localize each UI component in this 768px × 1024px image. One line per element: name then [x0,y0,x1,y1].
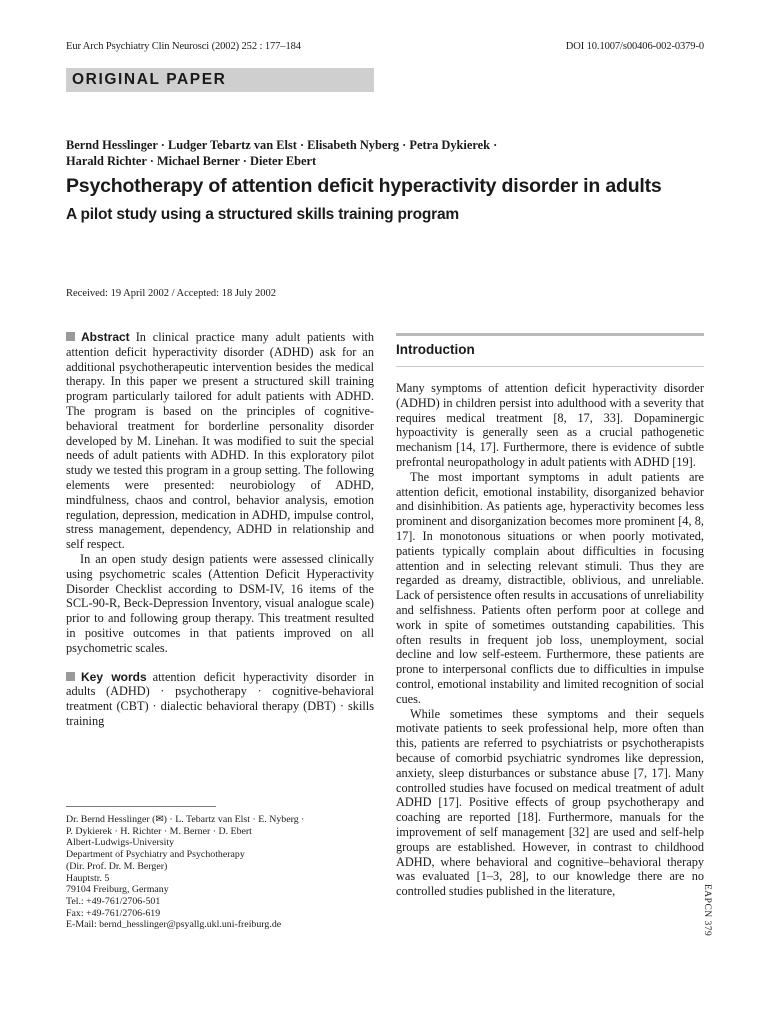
square-bullet-icon [66,332,75,341]
square-bullet-icon [66,672,75,681]
address-line: 79104 Freiburg, Germany [66,884,169,896]
received-dates: Received: 19 April 2002 / Accepted: 18 July 2002 [66,288,276,299]
journal-reference: Eur Arch Psychiatry Clin Neurosci (2002) 252 : 177–184 [66,41,301,52]
address-line: Albert-Ludwigs-University [66,837,175,849]
doi: DOI 10.1007/s00406-002-0379-0 [565,41,704,52]
address-line: Fax: +49-761/2706-619 [66,907,161,919]
address-divider [66,806,216,807]
address-line: (Dir. Prof. Dr. M. Berger) [66,860,168,872]
abstract-paragraph-2: In an open study design patients were assessed clinically using psychometric scales (Attention Deficit Hyperactivity Disorder Checklist according to DSM-IV, 16 items of the SCL-90-R, Beck-Depression Inventory, visual analogue scale) prior to and following group therapy. This treatment resulted in positive outcomes in that patients improved on all psychometric scales. [66,551,374,655]
address-line: Hauptstr. 5 [66,872,110,884]
paper-subtitle: A pilot study using a structured skills training program [66,206,460,223]
keywords-text: attention deficit hyperactivity disorder in adults (ADHD) · psychotherapy · cognitive-behavioral treatment (CBT) · dialectic behavioral therapy (DBT) · skills training [66,669,374,728]
address-email[interactable]: E-Mail: bernd_hesslinger@psyallg.ukl.uni-freiburg.de [66,919,282,931]
right-column [396,333,704,899]
section-divider [396,333,704,336]
side-code: EAPCN 379 [702,884,712,937]
introduction-paragraph-2: The most important symptoms in adult patients are attention deficit, emotional instability, disorganized behavior and disinhibition. As patients age, hyperactivity becomes less prominent and disorganization becomes more prominent [4, 8, 17]. In monotonous situations or when poorly motivated, patients typically complain about difficulties in focusing attention and in selecting relevant stimuli. Thus they are regarded as dreamy, distractible, oblivious, and unreliable. Lack of persistence often results in accusations of unreliability and selfishness. Patients often perform poor at college and work in spite of sometimes outstanding capabilities. This often results in frequent job loss, unemployment, social decline and low self-esteem. Furthermore, these patients are prone to interpersonal conflicts due to difficulties in impulse control, emotional instability and limited recognition of social cues. [396,469,705,706]
authors-line-1: Bernd Hesslinger · Ludger Tebartz van Elst · Elisabeth Nyberg · Petra Dykierek · [66,138,498,152]
introduction-paragraph-1: Many symptoms of attention deficit hyperactivity disorder (ADHD) in children persist into adulthood with a severity that requires medical treatment [8, 17, 33]. Dopaminergic hypoactivity is generally seen as a crucial pathogenetic mechanism [14, 17]. Furthermore, there is evidence of subtle prefrontal neuropathology in adult patients with ADHD [19]. [396,381,704,469]
authors-line-2: Harald Richter · Michael Berner · Dieter Ebert [66,153,317,168]
section-label: ORIGINAL PAPER [66,68,374,92]
section-divider-thin [396,366,704,367]
paper-title: Psychotherapy of attention deficit hyperactivity disorder in adults [66,175,662,197]
abstract-paragraph-1 [66,330,374,552]
address-line: Dr. Bernd Hesslinger (✉) · L. Tebartz van Elst · E. Nyberg · [66,814,305,825]
address-line: P. Dykierek · H. Richter · M. Berner · D. Ebert [66,825,252,837]
introduction-paragraph-3: While sometimes these symptoms and their sequels motivate patients to seek professional help, more often than this, patients are referred to psychiatrists or psychotherapists because of comorbid psychiatric syndromes like depression, anxiety, sleep disturbances or substance abuse [7, 17]. Many controlled studies have focused on medical treatment of adult ADHD [17]. Positive effects of group psychotherapy and coaching are reported [18]. Furthermore, manuals for the improvement of self management [32] are used and self-help groups are established. However, in contrast to childhood ADHD, where behavioral and cognitive–behavioral therapy was evaluated [1–3, 28], to our knowledge there are no controlled studies published in the literature, [396,706,704,899]
keywords-paragraph [66,670,374,729]
address-line: Tel.: +49-761/2706-501 [66,895,161,907]
address-line: Department of Psychiatry and Psychotherapy [66,849,245,861]
left-column [66,330,374,729]
introduction-heading: Introduction [396,342,475,357]
abstract-text-1: In clinical practice many adult patients with attention deficit hyperactivity disorder (ADHD) ask for an additional psychotherapeutic intervention besides the medical therapy. In this paper we present a structured skill training program particularly tailored for adult patients with ADHD. The program is based on the principles of cognitive-behavioral treatment for borderline personality disorder developed by M. Linehan. It was modified to suit the special needs of adult patients with ADHD. In this exploratory pilot study we tested this program in a group setting. The following elements were presented: neurobiology of ADHD, mindfulness, chaos and control, behavior analysis, emotion regulation, depression, medication in ADHD, impulse control, stress management, dependency, ADHD in relationship and self respect. [66,330,374,552]
abstract-heading: Abstract [81,330,130,344]
correspondence-address [66,814,366,931]
keywords-heading: Key words [81,669,147,684]
authors [66,138,706,169]
